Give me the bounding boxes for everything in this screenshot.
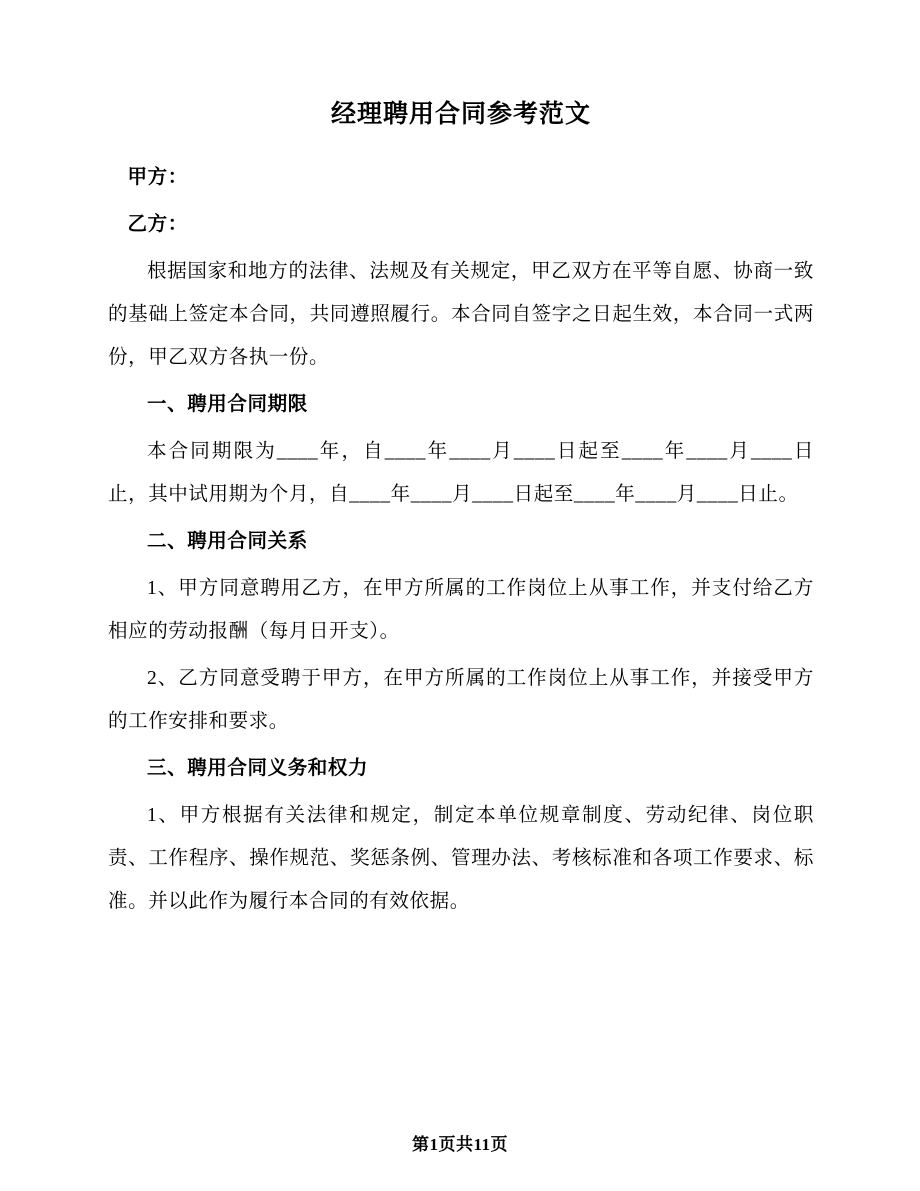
- section-heading-1: 一、聘用合同期限: [147, 393, 308, 415]
- party-a-label: 甲方：: [127, 166, 188, 188]
- section-heading-2: 二、聘用合同关系: [147, 530, 308, 552]
- section-2-item-1: 1、甲方同意聘用乙方，在甲方所属的工作岗位上从事工作，并支付给乙方相应的劳动报酬（每月日开支）。: [108, 577, 814, 642]
- section-2-item-2: 2、乙方同意受聘于甲方，在甲方所属的工作岗位上从事工作，并接受甲方的工作安排和要求。: [108, 667, 814, 732]
- party-b-label: 乙方：: [127, 213, 188, 235]
- section-1-paragraph: 本合同期限为____年，自____年____月____日起至____年____月____日止，其中试用期为个月，自____年____月____日起至____年____月____日止。: [108, 440, 814, 505]
- document-body: [108, 96, 814, 927]
- page-footer: 第1页共11页: [411, 1135, 509, 1154]
- section-heading-3: 三、聘用合同义务和权力: [147, 757, 369, 779]
- section-3-item-1: 1、甲方根据有关法律和规定，制定本单位规章制度、劳动纪律、岗位职责、工作程序、操作规范、奖惩条例、管理办法、考核标准和各项工作要求、标准。并以此作为履行本合同的有效依据。: [108, 804, 814, 912]
- preamble-paragraph: 根据国家和地方的法律、法规及有关规定，甲乙双方在平等自愿、协商一致的基础上签定本合同，共同遵照履行。本合同自签字之日起生效，本合同一式两份，甲乙双方各执一份。: [108, 260, 814, 368]
- page-title: 经理聘用合同参考范文: [330, 101, 591, 128]
